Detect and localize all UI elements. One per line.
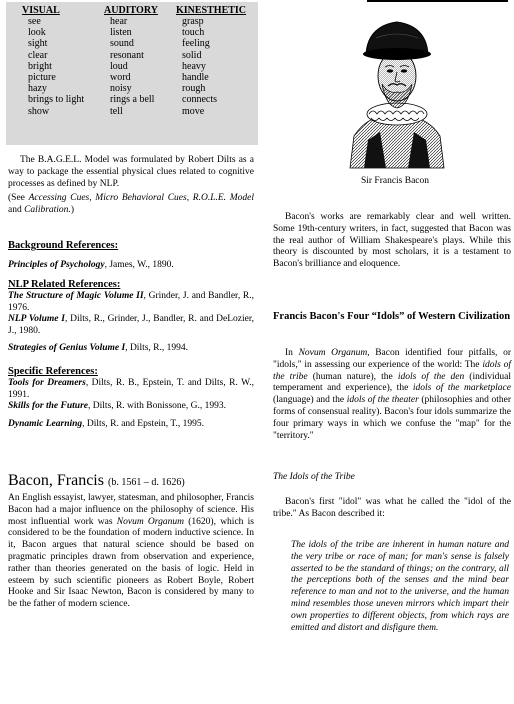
reference-title: Strategies of Genius Volume I: [8, 342, 126, 353]
see-also-link-cues[interactable]: Accessing Cues, Micro Behavioral Cues, R.O.L.E. Model: [28, 193, 254, 204]
reference-details: , James, W., 1890.: [104, 259, 174, 270]
reference-details: , Grinder, J. and Bandler, R., 1976.: [8, 290, 255, 313]
vak-table: [6, 2, 258, 145]
visual-word: picture: [28, 71, 56, 83]
visual-header: VISUAL: [22, 5, 60, 16]
kinesthetic-word: heavy: [182, 60, 206, 72]
see-also: [8, 193, 254, 217]
kinesthetic-word: feeling: [182, 38, 210, 50]
see-also-suffix: ): [70, 205, 74, 216]
bacon-biography: [8, 493, 254, 611]
bacon-entry-title: [8, 472, 185, 490]
auditory-word: noisy: [110, 83, 132, 95]
idols-paragraph: [273, 348, 511, 442]
reference-item: [8, 401, 254, 413]
specific-heading: Specific References:: [8, 366, 98, 377]
visual-word: hazy: [28, 83, 47, 95]
auditory-word: hear: [110, 16, 128, 27]
idol-den: idols of the den: [397, 371, 465, 382]
bio-text-1: An English essayist, lawyer, statesman, and philosopher, Francis Bacon had a major influence on the philosophy of science. His most influential work was: [8, 493, 254, 527]
bacon-dates: (b. 1561 – d. 1626): [107, 477, 185, 488]
bio-work-title: Novum Organum: [116, 516, 185, 527]
see-also-link-calibration[interactable]: Calibration.: [24, 205, 71, 216]
bagel-text: The B.A.G.E.L. Model was formulated by Robert Dilts as a way to package the essential physical clues related to cognitive processes as defined by NLP.: [8, 155, 254, 189]
idols-text-2: Bacon identified four pitfalls, or "idols," in assessing our experience of the world: The: [273, 348, 511, 370]
auditory-column: [104, 5, 158, 117]
reference-item: [8, 378, 254, 402]
reference-details: , Dilts, R. with Bonissone, G., 1993.: [87, 401, 227, 412]
background-references: [8, 240, 254, 272]
francis-bacon-portrait: [346, 18, 448, 170]
idol-marketplace: idols of the marketplace: [412, 383, 511, 394]
see-also-prefix: (See: [8, 193, 29, 204]
idols-heading-text: Francis Bacon's Four “Idols” of Western Civilization: [273, 311, 511, 322]
tribe-subheading: [273, 472, 511, 484]
kinesthetic-word: touch: [182, 27, 205, 39]
tribe-text: Bacon's first "idol" was what he called the "idol of the tribe." As Bacon described it:: [273, 497, 511, 519]
kinesthetic-word: grasp: [182, 16, 204, 27]
auditory-word: tell: [110, 105, 123, 117]
idols-text-6: (philosophies and other forms of consensual reality). Bacon's four idols summarize the four primary ways in which we confuse the "map" for the "territory.": [273, 395, 511, 441]
visual-word: show: [28, 105, 50, 117]
idol-tribe: idols of the tribe: [273, 359, 511, 382]
kinesthetic-column: [176, 5, 247, 117]
kinesthetic-word: rough: [182, 83, 206, 95]
kinesthetic-word: solid: [182, 49, 202, 61]
visual-word: look: [28, 27, 46, 39]
auditory-word: listen: [110, 27, 132, 39]
bagel-paragraph: [8, 155, 254, 217]
nlp-heading: NLP Related References:: [8, 279, 121, 290]
idol-theater: idols of the theater: [346, 395, 419, 406]
reference-title: The Structure of Magic Volume II: [8, 290, 144, 301]
auditory-word: resonant: [110, 49, 144, 61]
reference-details: , Dilts, R., 1994.: [125, 342, 188, 353]
reference-title: NLP Volume I: [8, 314, 65, 325]
auditory-word: word: [110, 71, 131, 83]
auditory-word: rings a bell: [110, 94, 155, 106]
idols-text-4: (individual temperament and experience), the: [273, 371, 511, 394]
idols-heading: [273, 311, 511, 323]
reference-item: [8, 260, 254, 272]
idols-work-title: Novum Organum,: [298, 348, 370, 358]
visual-column: [22, 5, 85, 117]
works-text: Bacon's works are remarkably clear and well written. Some 19th-century writers, in fact, suggested that Bacon was the real author of William Shakespeare's plays. While this theory is discounted by most scholars, it is a testament to Bacon's brilliance and eloquence.: [273, 212, 511, 270]
visual-word: bright: [28, 60, 52, 72]
visual-word: clear: [28, 49, 48, 61]
reference-item: [8, 314, 254, 338]
background-heading: Background References:: [8, 240, 119, 251]
idols-text-3: (human nature), the: [307, 371, 398, 382]
specific-references: [8, 366, 254, 431]
idols-text-1: In: [285, 348, 299, 358]
bacon-works-paragraph: [273, 212, 511, 271]
kinesthetic-word: handle: [182, 71, 209, 83]
auditory-header: AUDITORY: [104, 5, 158, 16]
reference-item: [8, 343, 254, 355]
reference-details: , Dilts, R. B., Epstein, T. and Dilts, R. W., 1991.: [8, 377, 254, 400]
reference-title: Tools for Dreamers: [8, 377, 86, 388]
visual-word: see: [28, 16, 41, 27]
auditory-word: loud: [110, 60, 128, 72]
reference-item: [8, 419, 254, 431]
tribe-subheading-text: The Idols of the Tribe: [273, 472, 355, 482]
reference-details: , Dilts, R., Grinder, J., Bandler, R. and DeLozier, J., 1980.: [8, 314, 254, 337]
see-also-and: and: [8, 205, 25, 216]
bacon-quote: The idols of the tribe are inherent in human nature and the very tribe or race of man; for man's sense is falsely asserted to be the standard of things; on the contrary, all the perceptions both of the senses and the mind bear reference to man and not to the universe, and the human mind resembles those uneven mirrors which impart their own properties to different objects, from which rays are emitted and distort and disfigure them.: [291, 540, 509, 633]
tribe-paragraph: [273, 497, 511, 521]
bacon-name: Bacon, Francis: [8, 472, 104, 489]
visual-word: sight: [28, 38, 48, 50]
nlp-references: [8, 279, 254, 355]
auditory-word: sound: [110, 38, 134, 50]
bio-text-2: (1620), which is considered to be the foundation of modern inductive science. In it, Bacon argues that natural science should be based on pragmatic principles drawn from observation and experience, rather than theories generated on the basis of logic. Held in esteem by such scientific pioneers as Robert Boyle, Robert Hooke and Sir Isaac Newton, Bacon is considered by many to be the father of modern science.: [8, 516, 254, 610]
idols-text-5: (language) and the: [273, 395, 347, 406]
reference-item: [8, 291, 254, 315]
reference-title: Principles of Psychology: [8, 259, 105, 270]
kinesthetic-word: connects: [182, 94, 217, 106]
header-rule: [367, 0, 508, 2]
kinesthetic-word: move: [182, 105, 205, 117]
reference-details: , Dilts, R. and Epstein, T., 1995.: [82, 419, 204, 430]
reference-title: Skills for the Future: [8, 401, 88, 412]
kinesthetic-header: KINESTHETIC: [176, 5, 247, 16]
portrait-caption: Sir Francis Bacon: [360, 176, 430, 186]
visual-word: brings to light: [28, 94, 85, 106]
reference-title: Dynamic Learning: [8, 419, 83, 430]
